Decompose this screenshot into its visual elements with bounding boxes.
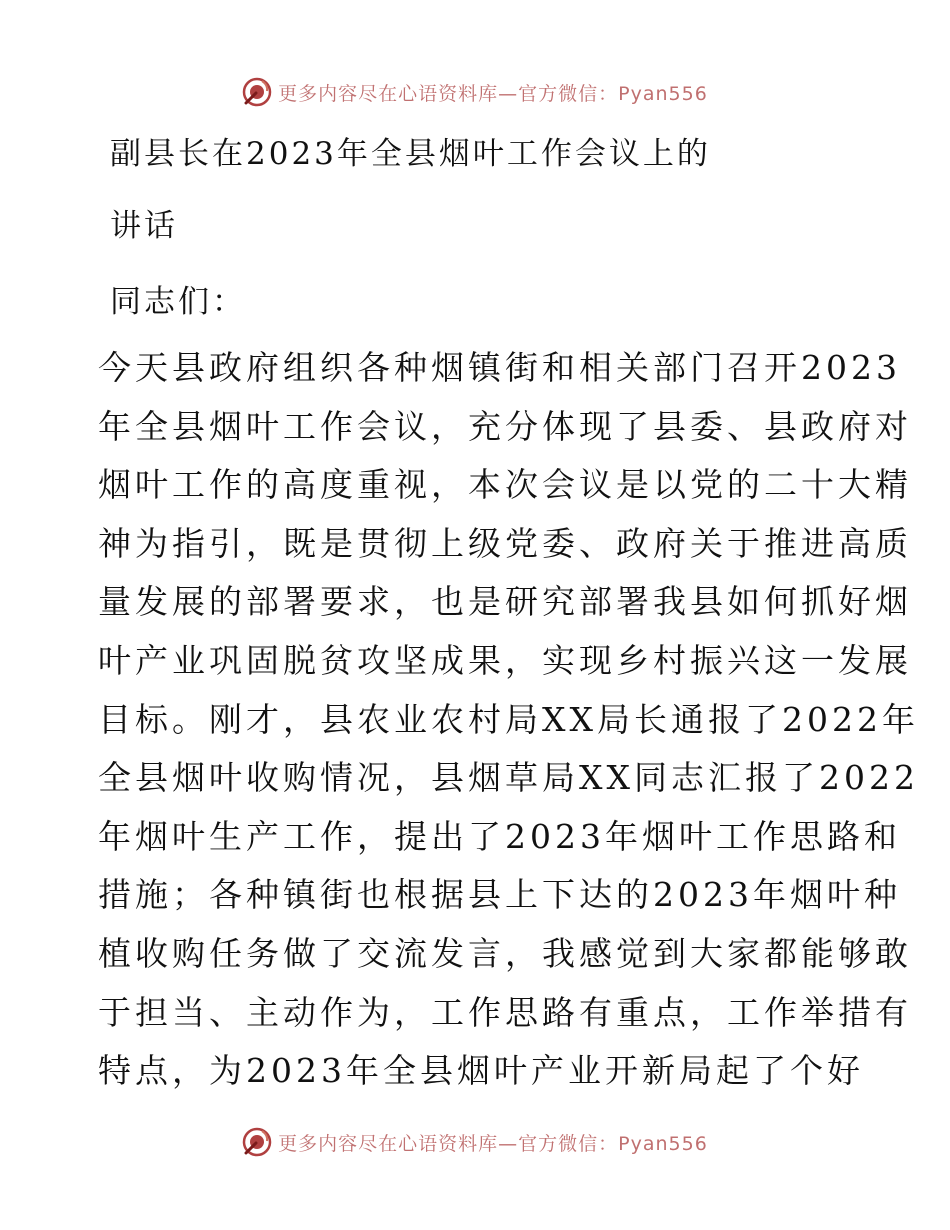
body-line: 年全县烟叶工作会议，充分体现了县委、县政府对 [98, 406, 912, 446]
title-line-1: 副县长在2023年全县烟叶工作会议上的 [110, 136, 711, 172]
body-text [98, 347, 919, 1109]
body-line: 植收购任务做了交流发言，我感觉到大家都能够敢 [98, 933, 912, 973]
brand-logo-icon [242, 77, 272, 107]
body-line: 量发展的部署要求，也是研究部署我县如何抓好烟 [98, 582, 912, 622]
title-line-2: 讲话 [110, 208, 178, 244]
body-line: 年烟叶生产工作，提出了2023年烟叶工作思路和 [98, 816, 901, 856]
header-watermark [0, 72, 950, 112]
body-line: 全县烟叶收购情况，县烟草局XX同志汇报了2022 [98, 758, 919, 798]
body-line: 今天县政府组织各种烟镇街和相关部门召开2023 [98, 348, 901, 387]
body-line: 烟叶工作的高度重视，本次会议是以党的二十大精 [98, 465, 912, 505]
body-line: 措施；各种镇街也根据县上下达的2023年烟叶种 [98, 875, 901, 915]
brand-logo-icon [242, 1127, 272, 1157]
footer-watermark [0, 1122, 950, 1162]
body-line: 叶产业巩固脱贫攻坚成果，实现乡村振兴这一发展 [98, 640, 912, 680]
greeting: 同志们： [110, 284, 246, 320]
body-line: 特点，为2023年全县烟叶产业开新局起了个好 [98, 1051, 864, 1091]
body-line: 神为指引，既是贯彻上级党委、政府关于推进高质 [98, 523, 912, 563]
watermark-text: 更多内容尽在心语资料库—官方微信：Pyan556 [278, 1132, 708, 1155]
body-line: 目标。刚才，县农业农村局XX局长通报了2022年 [98, 699, 919, 739]
body-line: 于担当、主动作为，工作思路有重点，工作举措有 [98, 992, 912, 1032]
watermark-text: 更多内容尽在心语资料库—官方微信：Pyan556 [278, 82, 708, 105]
